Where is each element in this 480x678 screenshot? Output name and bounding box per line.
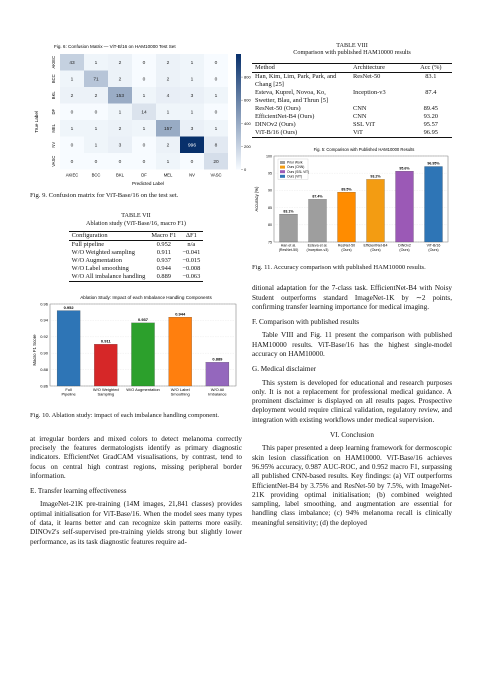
bar [338,192,356,242]
confusion-matrix-title: Fig. 6: Confusion Matrix — ViT-B/16 on HAM10000 Test Set [54,44,176,49]
legend-label: Ours (ViT) [287,174,303,179]
heatmap-cell-value: 157 [163,127,173,133]
confusion-matrix-xlabel: Predicted Label [132,181,164,186]
table-row [252,113,452,121]
table-cell: −0.041 [182,249,201,257]
table-cell: SSL ViT [353,120,376,128]
right-column [252,30,452,528]
legend-label: Ours (SSL ViT) [287,169,310,174]
colorbar-tick: 200 [244,143,251,149]
y-tick-label: 80 [268,222,272,227]
heatmap-y-tick: MEL [51,123,56,133]
x-tick-label: (Ours) [370,247,381,252]
heatmap-cell-value: 1 [142,127,146,133]
x-tick-label: ViT-B/16 [426,243,441,248]
bar [169,317,192,386]
figure-9-caption: Fig. 9. Confusion matrix for ViT-Base/16 on the test set. [30,192,179,199]
ablation-chart-ylabel: Macro F1 Score [32,334,37,366]
bar-value-label: 0.889 [212,356,223,362]
heatmap-y-tick: BKL [51,91,56,100]
right-paragraph-3: This system is developed for educational and research purposes only. It is not a replacement for professional medical guidance. A prominent disclaimer is displayed on all results pages. Prospective deployment would require clinical validation, regulatory review, and integration with existing workflows under medical supervision. [252,378,452,424]
x-tick-label: (Ours) [399,247,410,252]
heatmap-cell-value: 0 [118,160,122,166]
table-cell: CNN [353,112,367,120]
bar [367,179,385,242]
x-tick-label: W/O Augmentation [126,387,160,393]
heatmap-cell-value: 0 [190,160,194,166]
heatmap-cell-value: 0 [214,61,218,67]
bar [206,362,229,386]
heatmap-cell-value: 2 [70,94,74,100]
table-row [252,121,452,129]
x-tick-label: Han et al. [280,243,297,248]
table-cell: 95.57 [423,120,438,128]
table-cell: 83.1 [425,72,437,80]
table-7-caption: Ablation study (ViT-Base/16, macro F1) [86,219,186,227]
y-tick-label: 0.90 [40,350,48,356]
heatmap-cell-value: 1 [214,94,218,100]
table-cell: −0.015 [182,257,201,265]
heatmap-cell-value: 0 [142,77,146,83]
table-row [69,249,204,257]
table-cell: −0.008 [182,265,201,273]
heatmap-y-tick: DF [51,108,56,115]
heatmap-cell-value: 1 [166,160,170,166]
heatmap-cell-value: 1 [214,127,218,133]
figure-10-caption: Fig. 10. Ablation study: impact of each imbalance handling component. [30,412,219,420]
right-paragraph-1: ditional adaptation for the 7-class task. EfficientNet-B4 with Noisy Student outperforms standard ImageNet-1K by ∼2 points, confirming transfer learning importance for medical imaging. [252,284,452,311]
section-e-heading: E. Transfer learning effectiveness [30,487,127,496]
bar [396,171,414,242]
table-cell: −0.063 [179,273,203,282]
table-cell: ResNet-50 [353,72,381,80]
table-cell: 93.20 [423,112,438,120]
heatmap-cell-value: 8 [214,143,218,149]
comparison-table [252,63,452,138]
bar [131,323,154,386]
heatmap-cell-value: 1 [166,110,170,116]
heatmap-cell-value: 1 [142,94,146,100]
table-cell: 0.937 [156,257,172,265]
table-row [252,129,452,138]
heatmap-cell-value: 4 [166,94,170,100]
bar-value-label: 0.944 [175,311,186,317]
ablation-chart-title: Ablation Study: Impact of each Imbalance Handling Components [80,295,212,301]
x-tick-label: W/O All [210,387,225,393]
table-cell: W/O Weighted sampling [71,249,135,257]
table-cell: Full pipeline [71,241,105,249]
y-tick-label: 100 [266,154,272,159]
heatmap-x-tick: VASC [210,172,222,178]
y-tick-label: 0.92 [40,334,48,340]
heatmap-cell-value: 0 [214,110,218,116]
legend-swatch [280,170,285,173]
table-7-header: ΔF1 [179,232,203,241]
heatmap-cell-value: 2 [166,77,170,83]
table-row [252,105,452,113]
table-row [69,257,204,265]
y-tick-label: 0.94 [40,317,48,323]
bar-value-label: 0.952 [63,304,74,310]
heatmap-cell-value: 1 [70,127,74,133]
x-tick-label: EfficientNet-B4 [363,243,388,248]
table-cell: Han, Kim, Lim, Park, Park, and Chang [25] [255,72,337,88]
legend-swatch [280,175,285,178]
table-cell: ViT-B/16 (Ours) [252,129,350,138]
heatmap-cell-value: 0 [70,143,74,149]
y-tick-label: 90 [268,188,272,193]
x-tick-label: (Ours) [341,247,352,252]
heatmap-x-tick: DF [141,172,147,178]
bar [425,166,443,242]
heatmap-x-tick: BCC [91,172,101,178]
confusion-matrix-ylabel: True Label [34,111,39,133]
heatmap-cell-value: 0 [94,110,98,116]
heatmap-cell-value: 0 [142,61,146,67]
table-8-title [252,42,452,57]
bar-value-label: 87.4% [312,194,323,199]
heatmap-cell-value: 1 [94,127,98,133]
heatmap-cell-value: 996 [187,143,197,149]
heatmap-cell-value: 14 [141,110,147,116]
x-tick-label: Imbalance [208,391,227,397]
heatmap-cell-value: 71 [93,77,99,83]
heatmap-cell-value: 43 [69,61,75,67]
x-tick-label: (Inception-v3) [306,247,329,252]
heatmap-y-tick: AKIEC [51,55,56,69]
confusion-matrix-figure [30,30,251,190]
heatmap-x-tick: AKIEC [65,172,79,178]
table-cell: ResNet-50 (Ours) [255,104,301,112]
y-tick-label: 75 [268,240,272,245]
bar-value-label: 0.937 [137,317,149,323]
table-cell: W/O Label smoothing [71,265,129,273]
legend-label: Prior Work [287,160,303,165]
heatmap-cell-value: 2 [118,77,122,83]
table-row [252,72,452,89]
y-tick-label: 0.96 [40,301,48,307]
x-tick-label: ResNet-50 [337,243,356,248]
table-cell: 0.952 [156,241,172,249]
heatmap-cell-value: 1 [190,110,194,116]
x-tick-label: Pipeline [61,391,76,397]
heatmap-x-tick: MEL [163,172,173,178]
bar [94,344,117,386]
heatmap-cell-value: 2 [166,61,170,67]
table-8-label: TABLE VIII [336,42,368,49]
y-tick-label: 95 [268,171,272,176]
heatmap-cell-value: 153 [115,94,125,100]
left-paragraph-2: ImageNet-21K pre-training (14M images, 21,841 classes) provides optimal initialisation for ViT-Base/16. When the model sees many types of data, it learns better and can recognize skin patterns more easily. DINOv2's self-supervised pre-training yields strong but slightly lower performance, as its task diagnostic features require ad- [30,500,242,546]
heatmap-cell-value: 2 [118,61,122,67]
table-row [69,273,204,282]
section-f-heading: F. Comparison with published results [252,318,360,327]
colorbar-tick: 0 [244,167,247,172]
table-cell: 89.45 [423,104,438,112]
heatmap-cell-value: 0 [142,160,146,166]
bar-value-label: 0.911 [100,338,111,344]
table-8-header: Method [252,63,350,72]
table-7-label: TABLE VII [121,212,151,220]
colorbar-tick: 400 [244,120,251,126]
heatmap-x-tick: BKL [116,172,124,178]
section-vi-heading: VI. Conclusion [330,431,374,440]
colorbar-tick: 600 [244,97,251,103]
table-cell: W/O All imbalance handling [69,273,149,282]
x-tick-label: W/O Weighted [92,387,119,393]
legend-swatch [280,161,285,164]
table-cell: CNN [353,104,367,112]
table-cell: 96.95 [410,129,452,138]
table-row [69,241,204,250]
ablation-bar-chart [30,290,242,410]
bar [57,311,80,386]
table-7-header: Macro F1 [148,232,179,241]
x-tick-label: Esteva et al. [307,243,328,248]
heatmap-y-tick: VASC [51,155,56,167]
table-cell: n/a [187,241,196,249]
x-tick-label: (ResNet-50) [278,247,299,252]
colorbar-tick: 800 [244,74,251,80]
x-tick-label: DINOv2 [398,243,411,248]
ablation-table [69,231,204,282]
bar-value-label: 96.95% [427,161,440,166]
table-cell: EfficientNet-B4 (Ours) [255,112,315,120]
heatmap-cell-value: 0 [94,160,98,166]
right-paragraph-4: This paper presented a deep learning framework for dermoscopic skin lesion classification on HAM10000. ViT-Base/16 achieves 96.95% accuracy, 0.987 AUC-ROC, and 0.952 macro F1, surpassing all published CNN-based results. Key findings: (a) ViT outperforms EfficientNet-B4 by 3.75% and ResNet-50 by 7.5%, with ImageNet-21K providing optimal initialisation; (b) combined weighted sampling, label smoothing, and augmentation are essential for handling class imbalance; (c) 94% melanoma recall is clinically meaningful sensitivity; (d) the deployed [252,444,452,527]
table-8-header: Acc (%) [410,63,452,72]
table-cell: 0.889 [148,273,179,282]
table-cell: DINOv2 (Ours) [255,120,296,128]
section-g-heading: G. Medical disclaimer [252,365,317,374]
legend-swatch [280,165,285,168]
heatmap-y-tick: BCC [51,74,56,84]
heatmap-cell-value: 1 [94,143,98,149]
heatmap-cell-value: 20 [213,160,219,166]
bar-value-label: 93.2% [370,174,381,179]
heatmap-cell-value: 2 [94,94,98,100]
heatmap-y-tick: NV [51,141,56,148]
left-column [30,30,251,547]
x-tick-label: Sampling [97,391,115,397]
comparison-chart-ylabel: Accuracy (%) [254,186,259,212]
heatmap-cell-value: 0 [142,143,146,149]
table-cell: W/O Augmentation [71,257,122,265]
heatmap-cell-value: 0 [70,160,74,166]
legend-label: Ours (CNN) [287,165,305,170]
x-tick-label: Smoothing [170,391,190,397]
heatmap-cell-value: 3 [190,127,194,133]
x-tick-label: W/O Label [170,387,190,393]
heatmap-cell-value: 3 [190,94,194,100]
table-7-title [30,212,242,227]
colorbar [236,54,241,170]
left-paragraph-1: at irregular borders and mixed colors to detect melanoma correctly precisely the features dermatologists identify as primary diagnostic indicators. EfficientNet GradCAM visualisations, by contrast, tend to focus on central high contrast regions, missing peripheral border information. [30,434,242,480]
right-paragraph-2: Table VIII and Fig. 11 present the comparison with published HAM10000 results. ViT-Base/16 has the highest single-model accuracy on HAM10000. [252,331,452,358]
table-row [69,265,204,273]
table-8-caption: Comparison with published HAM10000 results [293,49,411,57]
figure-11-caption: Fig. 11. Accuracy comparison with published HAM10000 results. [252,263,426,271]
bar-value-label: 95.6% [399,166,410,171]
table-cell: 0.911 [156,249,171,257]
comparison-chart-title: Fig. 5: Comparison with Published HAM10000 Results [313,146,415,152]
bar-value-label: 89.5% [341,187,352,192]
table-cell: Inception-v3 [353,88,386,96]
heatmap-cell-value: 2 [166,143,170,149]
heatmap-cell-value: 1 [190,77,194,83]
bar [280,214,298,242]
table-cell: ViT [350,129,410,138]
heatmap-cell-value: 1 [118,110,122,116]
table-cell: 0.944 [156,265,172,273]
x-tick-label: Full [65,387,72,393]
heatmap-cell-value: 1 [70,77,74,83]
bar [309,199,327,242]
table-row [252,89,452,105]
table-8-header: Architecture [350,63,410,72]
bar-value-label: 83.1% [283,209,294,214]
y-tick-label: 85 [268,205,272,210]
heatmap-cell-value: 0 [214,77,218,83]
heatmap-cell-value: 1 [94,61,98,67]
comparison-bar-chart [252,144,452,262]
y-tick-label: 0.86 [40,383,48,389]
table-cell: 87.4 [425,88,437,96]
heatmap-cell-value: 1 [190,61,194,67]
table-cell: Esteva, Kuprel, Novoa, Ko, Swetter, Blau, and Thrun [5] [255,88,329,104]
heatmap-cell-value: 0 [70,110,74,116]
heatmap-cell-value: 2 [118,127,122,133]
y-tick-label: 0.88 [40,367,48,373]
heatmap-x-tick: NV [189,172,195,178]
table-7-header: Configuration [69,232,149,241]
heatmap-cell-value: 3 [118,143,122,149]
x-tick-label: (Ours) [428,247,439,252]
